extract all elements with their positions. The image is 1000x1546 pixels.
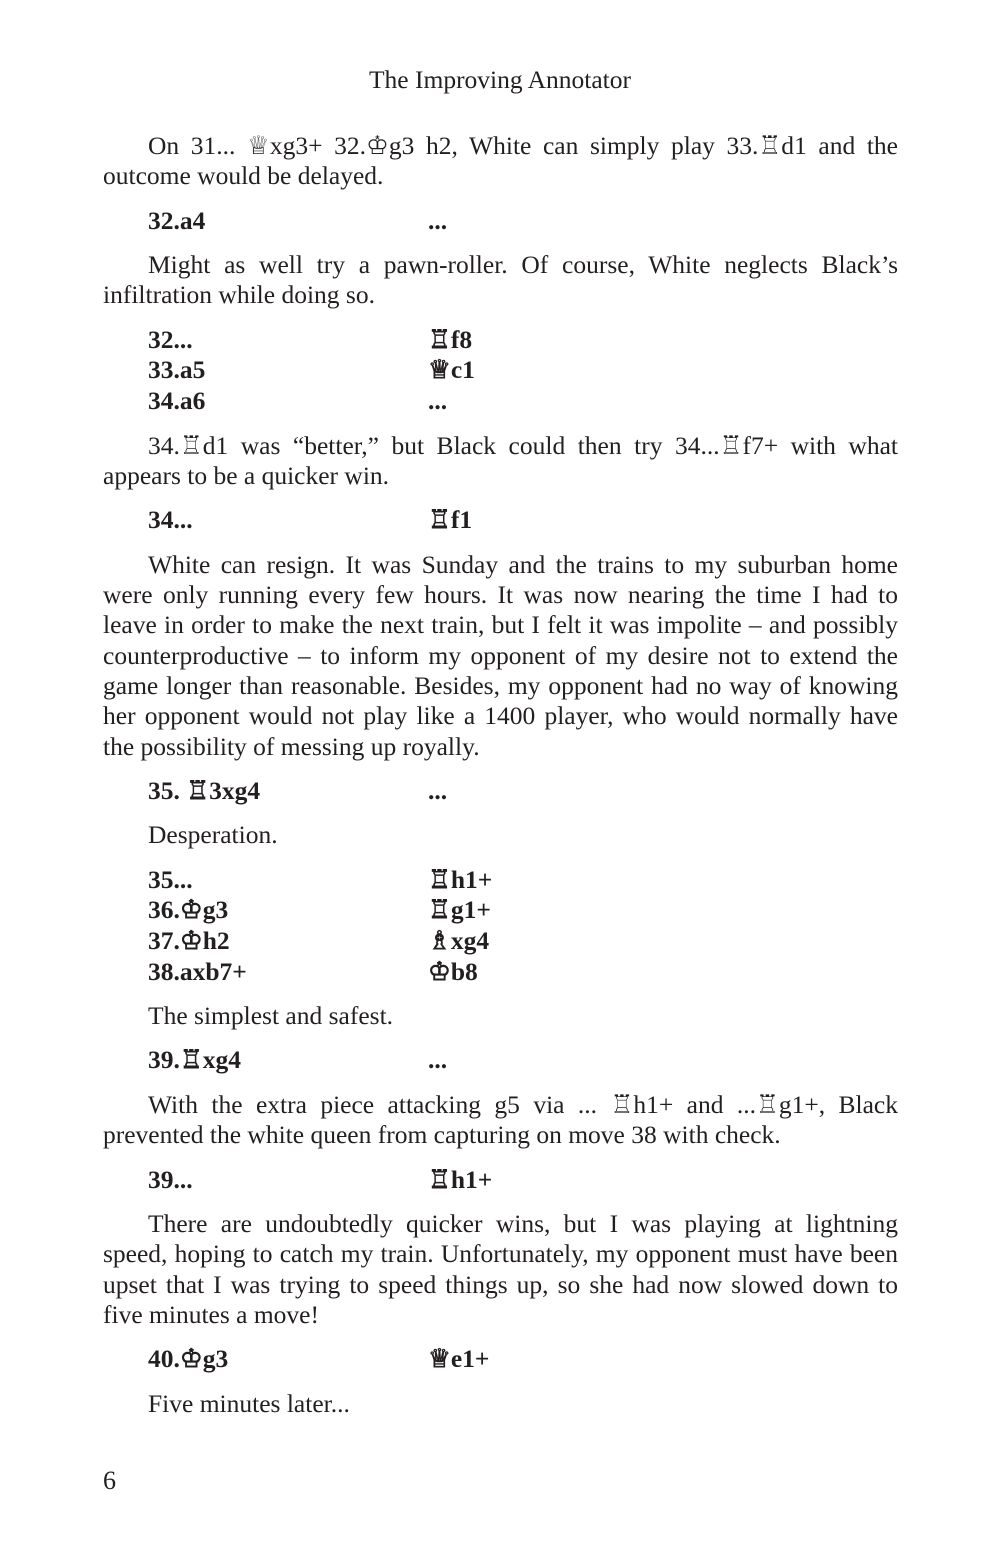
white-move: 35... [148,864,193,894]
black-move: ♖f8 [428,324,473,354]
move-list [148,776,898,807]
move-row [148,926,898,957]
running-head: The Improving Annotator [368,65,632,94]
black-move: ♖h1+ [428,864,493,894]
page-body [103,131,898,1433]
black-move: ♕c1 [428,355,475,385]
move-row [148,1344,898,1375]
black-move: ... [428,205,448,235]
move-row [148,386,898,417]
black-move: ... [428,1045,448,1075]
move-list [148,325,898,417]
commentary-paragraph: The simplest and safest. [148,1001,394,1031]
move-list [148,505,898,536]
black-move: ♕e1+ [428,1344,490,1374]
black-move: ♗xg4 [428,925,490,955]
move-row [148,505,898,536]
commentary-paragraph: There are undoubtedly quicker wins, but I was playing at lightning speed, hoping to catch my train. Unfortunately, my opponent must have been upset that I was trying to speed things up, so she had now slowed down to five minutes a move! [103,1209,898,1330]
black-move: ♔b8 [428,956,478,986]
white-move: 32.a4 [148,205,206,235]
move-row [148,865,898,896]
black-move: ♖g1+ [428,895,491,925]
page-number: 6 [103,1466,116,1495]
move-row [148,206,898,237]
white-move: 33.a5 [148,355,206,385]
white-move: 35. ♖3xg4 [148,775,261,805]
black-move: ♖f1 [428,505,473,535]
commentary-paragraph: Five minutes later... [148,1388,350,1418]
white-move: 40.♔g3 [148,1344,229,1374]
commentary-paragraph: 34.♖d1 was “better,” but Black could then try 34...♖f7+ with what appears to be a quicker win. [103,430,898,490]
move-row [148,325,898,356]
white-move: 34.a6 [148,385,206,415]
commentary-paragraph: Might as well try a pawn-roller. Of course, White neglects Black’s infiltration while doing so. [103,250,898,310]
white-move: 39.♖xg4 [148,1045,241,1075]
move-list [148,1165,898,1196]
move-list [148,865,898,987]
black-move: ... [428,385,448,415]
white-move: 34... [148,505,193,535]
commentary-paragraph: With the extra piece attacking g5 via ... ♖h1+ and ...♖g1+, Black prevented the white queen from capturing on move 38 with check. [103,1089,898,1150]
commentary-paragraph: White can resign. It was Sunday and the trains to my suburban home were only running every few hours. It was now nearing the time I had to leave in order to make the next train, but I felt it was impolite – and possibly counterproductive – to inform my opponent of my desire not to extend the game longer than reasonable. Besides, my opponent had no way of knowing her opponent would not play like a 1400 player, who would normally have the possibility of messing up royally. [103,549,898,761]
white-move: 32... [148,324,193,354]
move-row [148,355,898,386]
move-row [148,895,898,926]
white-move: 36.♔g3 [148,895,229,925]
white-move: 37.♔h2 [148,925,230,955]
move-list [148,1344,898,1375]
move-row [148,1045,898,1076]
black-move: ... [428,775,448,805]
move-row [148,957,898,988]
commentary-paragraph: On 31... ♕xg3+ 32.♔g3 h2, White can simply play 33.♖d1 and the outcome would be delayed. [103,131,898,191]
move-row [148,776,898,807]
move-row [148,1165,898,1196]
move-list [148,206,898,237]
black-move: ♖h1+ [428,1164,493,1194]
white-move: 38.axb7+ [148,956,247,986]
move-list [148,1045,898,1076]
white-move: 39... [148,1164,193,1194]
commentary-paragraph: Desperation. [148,820,278,850]
